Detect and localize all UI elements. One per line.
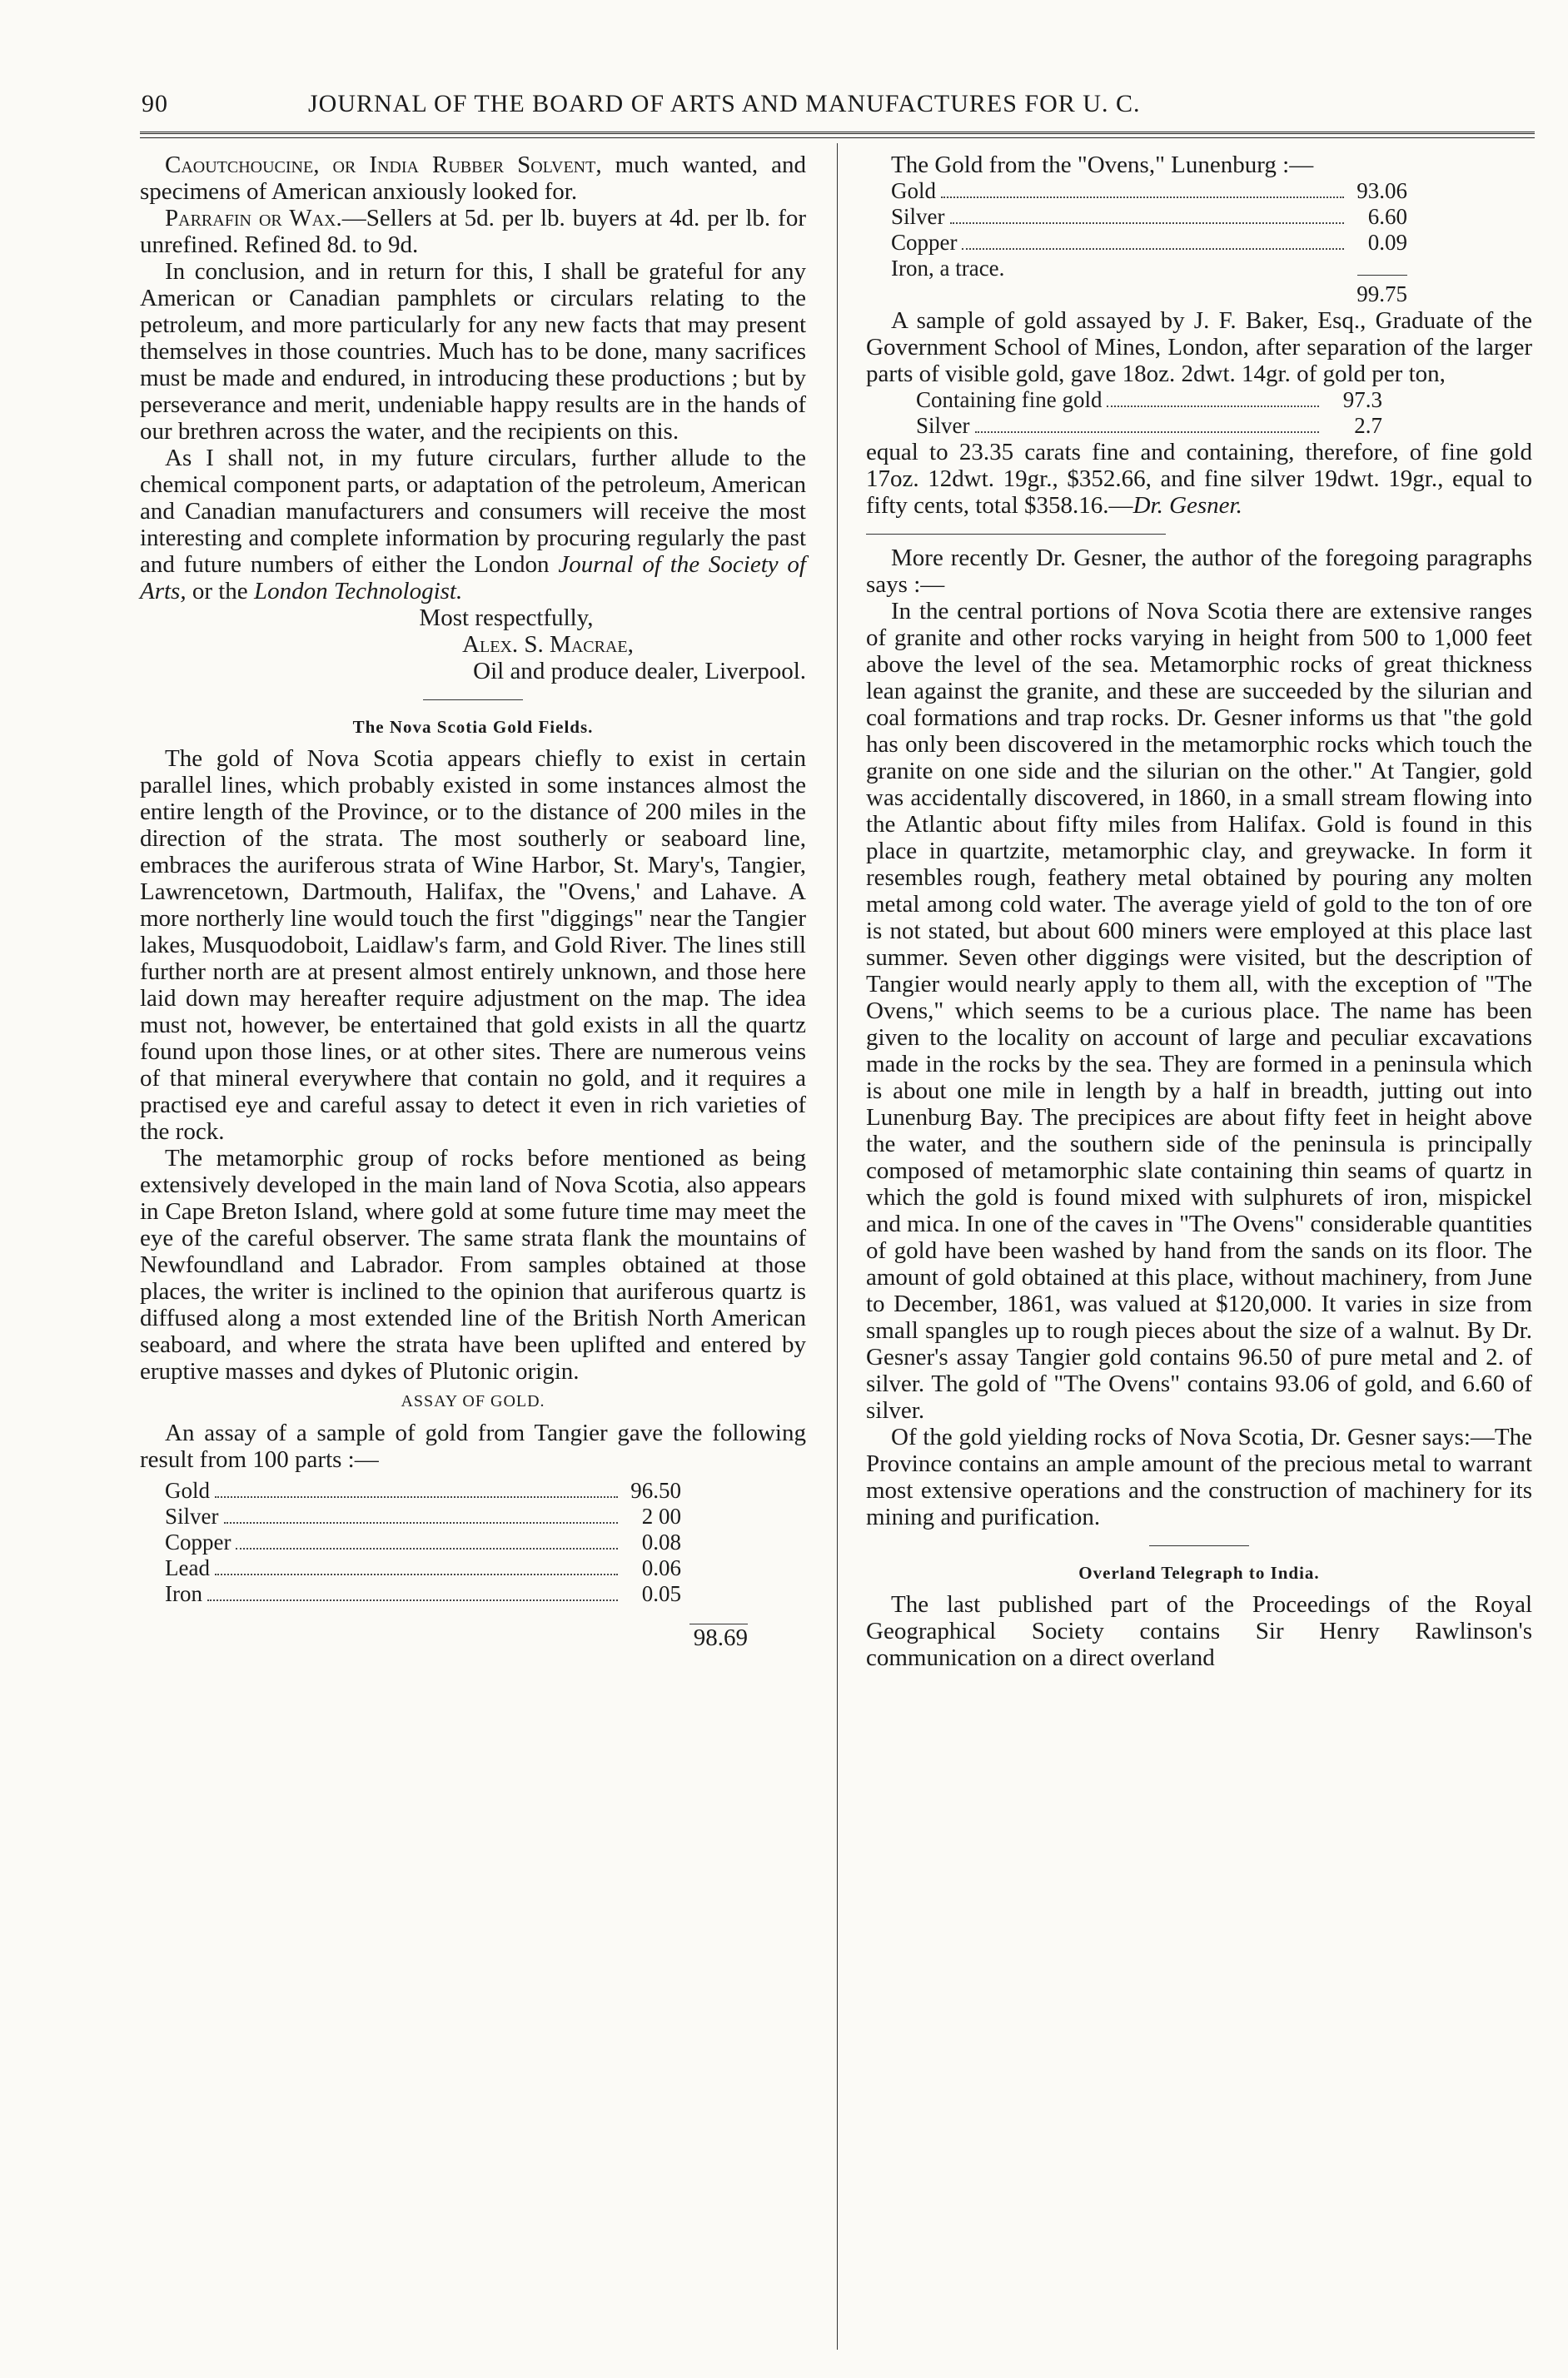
assay-label: Lead bbox=[165, 1555, 210, 1580]
assay-value: 93.06 bbox=[1356, 178, 1407, 203]
gesner-credit: Dr. Gesner. bbox=[1132, 492, 1242, 519]
circulars-text: As I shall not, in my future circulars, further allude to the chemical component parts, or adaptation of the petroleum, American and Canadian manufacturers and consumers will receive the most interesting and complete information by procuring regularly the past and future numbers of either the London bbox=[140, 445, 806, 578]
paragraph-conclusion: In conclusion, and in return for this, I shall be grateful for any American or Canadian pamphlets or circulars relating to the petroleum, and more particularly for any new facts that may present themselves in those countries. Much has to be done, many sacrifices must be made and endured, in introducing these productions ; but by perseverance and merit, undeniable happy results are in the hands of our brethren across the water, and the recipients on this. bbox=[140, 258, 806, 445]
leader-dots bbox=[975, 431, 1320, 433]
right-column bbox=[866, 152, 1532, 1671]
assay-subheading: ASSAY OF GOLD. bbox=[401, 1392, 545, 1410]
assay-value: 97.3 bbox=[1342, 387, 1382, 412]
caoutchoucine-term: Caoutchoucine, or India Rubber Solvent, bbox=[165, 152, 602, 178]
assay-row bbox=[165, 1478, 681, 1504]
assay-value: 2.7 bbox=[1354, 413, 1382, 438]
assay-label: Containing fine gold bbox=[916, 387, 1103, 412]
assay-row bbox=[165, 1581, 681, 1607]
ovens-assay-total: 99.75 bbox=[1356, 281, 1407, 306]
signature-title: Oil and produce dealer, Liverpool. bbox=[473, 658, 806, 684]
page-number: 90 bbox=[142, 90, 168, 117]
assay-value: 2 00 bbox=[641, 1504, 681, 1529]
section-heading-nova-scotia: The Nova Scotia Gold Fields. bbox=[352, 717, 594, 737]
leader-dots bbox=[950, 222, 1345, 224]
section-divider bbox=[1149, 1545, 1249, 1546]
header-rule bbox=[140, 132, 1535, 138]
assay-label: Silver bbox=[916, 413, 970, 438]
assay-row bbox=[891, 256, 1407, 281]
tangier-total-block bbox=[165, 1624, 748, 1651]
total-rule bbox=[1357, 275, 1407, 276]
assay-label: Iron bbox=[165, 1581, 202, 1606]
assay-label: Gold bbox=[891, 178, 936, 203]
carats-text: equal to 23.35 carats fine and containing, therefore, of fine gold 17oz. 12dwt. 19gr., $352.66, and fine silver 19dwt. 19gr., equal to fifty cents, total $358.16.— bbox=[866, 439, 1532, 519]
assay-label: Silver bbox=[165, 1504, 219, 1529]
paragraph-metamorphic: The metamorphic group of rocks before mentioned as being extensively developed in the main land of Nova Scotia, also appears in Cape Breton Island, where gold at some future time may meet the eye of the careful observer. The same strata flank the mountains of Newfoundland and Labrador. From samples obtained at those places, the writer is inclined to the opinion that auriferous quartz is diffused along a most extended line of the British North American seaboard, and where the strata have been uplifted and entered by eruptive masses and dykes of Plutonic origin. bbox=[140, 1145, 806, 1385]
leader-dots bbox=[962, 248, 1344, 250]
assay-row bbox=[891, 230, 1407, 256]
paragraph-caoutchoucine bbox=[140, 152, 806, 205]
assay-row bbox=[165, 1530, 681, 1555]
paragraph-future-circulars bbox=[140, 445, 806, 604]
leader-dots bbox=[215, 1496, 618, 1498]
assay-row bbox=[165, 1555, 681, 1581]
assay-row bbox=[916, 387, 1382, 413]
paragraph-gold-yielding: Of the gold yielding rocks of Nova Scotia, Dr. Gesner says:—The Province contains an ample amount of the precious metal to warrant most extensive operations and the construction of machinery for its mining and purification. bbox=[866, 1424, 1532, 1530]
baker-assay-table bbox=[916, 387, 1382, 439]
assay-row bbox=[916, 413, 1382, 439]
leader-dots bbox=[236, 1548, 618, 1550]
paragraph-carats bbox=[866, 439, 1532, 519]
assay-label: Iron, a trace. bbox=[891, 256, 1005, 281]
signoff-line: Most respectfully, bbox=[419, 604, 594, 631]
journal-title: Journal of the Society of Arts, bbox=[140, 551, 806, 604]
leader-dots bbox=[941, 197, 1344, 198]
paragraph-central-portions: In the central portions of Nova Scotia there are extensive ranges of granite and other rocks varying in height from 500 to 1,000 feet above the level of the sea. Metamorphic rocks of great thickness lean against the granite, and these are succeeded by the silurian and coal formations and trap rocks. Dr. Gesner informs us that "the gold has only been discovered in the metamorphic rocks which touch the granite on one side and the silurian on the other." At Tangier, gold was accidentally discovered, in 1860, in a small stream flowing into the Atlantic about fifty miles from Halifax. Gold is found in this place in quartzite, metamorphic clay, and greywacke. In form it resembles rough, feathery metal obtained by pouring any molten metal among cold water. The average yield of gold to the ton of ore is not stated, but about 600 miners were employed at this place last summer. Seven other diggings were visited, but the description of Tangier would nearly apply to them all, with the exception of "The Ovens," which seems to be a curious place. The name has been given to the locality on account of large and peculiar excavations made in the rocks by the sea. They are formed in a peninsula which is about one mile in length by a half in breadth, jutting out into Lunenburg Bay. The precipices are about fifty feet in height above the water, and the southern side of the peninsula is principally composed of metamorphic slate containing thin seams of quartz in which the gold is found mixed with sulphurets of iron, mispickel and mica. In one of the caves in "The Ovens" considerable quantities of gold have been washed by hand from the sands on its floor. The amount of gold obtained at this place, without machinery, from June to December, 1861, was valued at $120,000. It varies in size from small spangles up to rough pieces about the size of a walnut. By Dr. Gesner's assay Tangier gold contains 96.50 of pure metal and 2. of silver. The gold of "The Ovens" contains 93.06 of gold, and 6.60 of silver. bbox=[866, 598, 1532, 1424]
assay-value: 0.08 bbox=[641, 1530, 681, 1555]
leader-dots bbox=[207, 1599, 618, 1601]
leader-dots bbox=[224, 1522, 619, 1524]
paragraph-gold-lines: The gold of Nova Scotia appears chiefly to exist in certain parallel lines, which probably existed in some instances almost the entire length of the Province, or to the distance of 200 miles in the direction of the strata. The most southerly or seaboard line, embraces the auriferous strata of Wine Harbor, St. Mary's, Tangier, Lawrencetown, Dartmouth, Halifax, the "Ovens,' and Lahave. A more northerly line would touch the first "diggings" near the Tangier lakes, Musquodoboit, Laidlaw's farm, and Gold River. The lines still further north are at present almost entirely unknown, and those here laid down may hereafter require adjustment on the map. The idea must not, however, be entertained that gold exists in all the quartz found upon those lines, or at other sites. There are numerous veins of that mineral everywhere that contain no gold, and it requires a practised eye and careful assay to detect it even in rich varieties of the rock. bbox=[140, 745, 806, 1145]
assay-value: 0.06 bbox=[641, 1555, 681, 1580]
tangier-assay-table bbox=[165, 1478, 681, 1607]
leader-dots bbox=[1107, 405, 1319, 407]
section-divider bbox=[866, 534, 1166, 535]
section-heading-telegraph: Overland Telegraph to India. bbox=[1078, 1563, 1320, 1583]
tangier-assay-total: 98.69 bbox=[693, 1624, 748, 1651]
signature-name: Alex. S. Macrae, bbox=[462, 631, 634, 658]
paragraph-telegraph: The last published part of the Proceedings of the Royal Geographical Society contains Sir Henry Rawlinson's communication on a direct overland bbox=[866, 1591, 1532, 1671]
leader-dots bbox=[215, 1574, 618, 1575]
assay-value: 0.05 bbox=[641, 1581, 681, 1606]
assay-value: 0.09 bbox=[1367, 230, 1407, 255]
paragraph-baker-assay: A sample of gold assayed by J. F. Baker, Esq., Graduate of the Government School of Mines, London, after separation of the larger parts of visible gold, gave 18oz. 2dwt. 14gr. of gold per ton, bbox=[866, 307, 1532, 387]
left-column bbox=[140, 152, 806, 1651]
assay-row bbox=[891, 178, 1407, 204]
parrafin-text: —Sellers at 5d. per lb. buyers at 4d. per lb. for unrefined. Refined 8d. to 9d. bbox=[140, 205, 806, 258]
assay-value bbox=[1349, 263, 1407, 276]
assay-label: Copper bbox=[891, 230, 958, 255]
assay-row bbox=[891, 204, 1407, 230]
paragraph-parrafin bbox=[140, 205, 806, 258]
paragraph-gesner-says: More recently Dr. Gesner, the author of the foregoing paragraphs says :— bbox=[866, 545, 1532, 598]
assay-value: 6.60 bbox=[1367, 204, 1407, 229]
paragraph-ovens-intro: The Gold from the "Ovens," Lunenburg :— bbox=[891, 152, 1314, 178]
assay-label: Copper bbox=[165, 1530, 231, 1555]
caoutchoucine-text: much wanted, and specimens of American anxiously looked for. bbox=[140, 152, 806, 205]
ovens-assay-table bbox=[891, 178, 1407, 307]
assay-row bbox=[165, 1504, 681, 1530]
column-separator bbox=[837, 143, 838, 2350]
parrafin-term: Parrafin or Wax. bbox=[165, 205, 342, 231]
section-divider bbox=[423, 699, 523, 700]
running-head: JOURNAL OF THE BOARD OF ARTS AND MANUFACTURES FOR U. C. bbox=[308, 90, 1141, 117]
technologist-title: London Technologist. bbox=[253, 578, 463, 604]
circulars-or: or the bbox=[186, 578, 254, 604]
assay-label: Gold bbox=[165, 1478, 210, 1503]
assay-value: 96.50 bbox=[630, 1478, 681, 1503]
assay-label: Silver bbox=[891, 204, 945, 229]
paragraph-assay-intro: An assay of a sample of gold from Tangier gave the following result from 100 parts :— bbox=[140, 1420, 806, 1473]
